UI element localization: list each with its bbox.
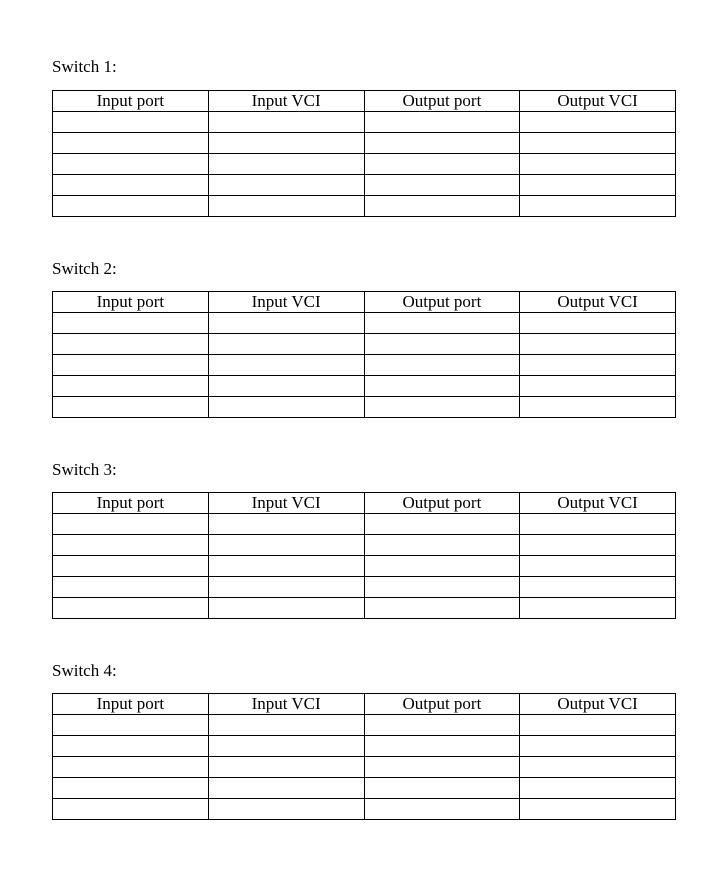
table-cell	[208, 112, 364, 133]
table-row	[53, 598, 676, 619]
table-cell	[364, 355, 520, 376]
table-cell	[364, 112, 520, 133]
table-row	[53, 535, 676, 556]
table-cell	[53, 334, 209, 355]
table-cell	[520, 376, 676, 397]
table-row	[53, 133, 676, 154]
table-cell	[364, 334, 520, 355]
column-header-input-vci: Input VCI	[208, 694, 364, 715]
table-cell	[208, 577, 364, 598]
table-cell	[208, 355, 364, 376]
table-cell	[364, 514, 520, 535]
table-cell	[208, 757, 364, 778]
table-cell	[364, 556, 520, 577]
table-cell	[53, 757, 209, 778]
table-cell	[208, 736, 364, 757]
table-cell	[53, 514, 209, 535]
switch-4-label: Switch 4:	[52, 661, 117, 680]
table-row	[53, 778, 676, 799]
table-header-row	[53, 91, 676, 112]
table-cell	[208, 376, 364, 397]
table-row	[53, 334, 676, 355]
table-cell	[53, 355, 209, 376]
switch-2-label: Switch 2:	[52, 259, 117, 278]
table-cell	[208, 598, 364, 619]
table-cell	[364, 757, 520, 778]
table-cell	[364, 376, 520, 397]
column-header-input-vci: Input VCI	[208, 493, 364, 514]
table-cell	[364, 577, 520, 598]
table-cell	[364, 154, 520, 175]
table-cell	[53, 397, 209, 418]
table-cell	[53, 799, 209, 820]
table-cell	[53, 715, 209, 736]
table-cell	[364, 598, 520, 619]
table-cell	[364, 313, 520, 334]
table-cell	[53, 778, 209, 799]
table-cell	[364, 133, 520, 154]
table-row	[53, 154, 676, 175]
table-cell	[364, 175, 520, 196]
column-header-input-port: Input port	[53, 493, 209, 514]
column-header-output-vci: Output VCI	[520, 694, 676, 715]
table-row	[53, 577, 676, 598]
table-cell	[208, 778, 364, 799]
table-cell	[520, 397, 676, 418]
table-cell	[53, 154, 209, 175]
table-cell	[208, 154, 364, 175]
table-cell	[53, 577, 209, 598]
table-cell	[520, 196, 676, 217]
table-cell	[520, 313, 676, 334]
table-cell	[364, 535, 520, 556]
column-header-output-port: Output port	[364, 91, 520, 112]
column-header-output-vci: Output VCI	[520, 493, 676, 514]
table-cell	[520, 154, 676, 175]
table-row	[53, 556, 676, 577]
table-cell	[53, 376, 209, 397]
table-cell	[208, 556, 364, 577]
table-row	[53, 112, 676, 133]
table-row	[53, 355, 676, 376]
table-row	[53, 715, 676, 736]
table-cell	[364, 736, 520, 757]
table-cell	[520, 736, 676, 757]
table-row	[53, 397, 676, 418]
table-row	[53, 757, 676, 778]
table-cell	[208, 175, 364, 196]
table-cell	[53, 313, 209, 334]
switch-2-table	[52, 291, 676, 418]
column-header-input-port: Input port	[53, 91, 209, 112]
table-cell	[520, 334, 676, 355]
table-cell	[53, 556, 209, 577]
table-cell	[208, 715, 364, 736]
table-row	[53, 376, 676, 397]
table-header-row	[53, 292, 676, 313]
table-cell	[53, 196, 209, 217]
table-header-row	[53, 493, 676, 514]
table-cell	[364, 799, 520, 820]
switch-4-table	[52, 693, 676, 820]
table-cell	[520, 175, 676, 196]
table-row	[53, 313, 676, 334]
table-cell	[208, 514, 364, 535]
table-cell	[520, 715, 676, 736]
table-row	[53, 514, 676, 535]
table-cell	[208, 397, 364, 418]
table-cell	[53, 112, 209, 133]
column-header-output-port: Output port	[364, 292, 520, 313]
table-cell	[520, 133, 676, 154]
column-header-output-port: Output port	[364, 493, 520, 514]
table-row	[53, 799, 676, 820]
table-cell	[520, 778, 676, 799]
switch-3-table	[52, 492, 676, 619]
column-header-output-vci: Output VCI	[520, 292, 676, 313]
table-cell	[208, 133, 364, 154]
table-cell	[208, 313, 364, 334]
table-row	[53, 175, 676, 196]
table-cell	[520, 757, 676, 778]
table-cell	[364, 397, 520, 418]
table-cell	[364, 778, 520, 799]
column-header-output-vci: Output VCI	[520, 91, 676, 112]
table-cell	[364, 715, 520, 736]
table-cell	[53, 736, 209, 757]
table-cell	[520, 598, 676, 619]
table-cell	[520, 112, 676, 133]
column-header-input-port: Input port	[53, 292, 209, 313]
column-header-input-port: Input port	[53, 694, 209, 715]
table-cell	[520, 514, 676, 535]
table-cell	[53, 535, 209, 556]
table-cell	[208, 334, 364, 355]
table-cell	[53, 133, 209, 154]
table-cell	[520, 355, 676, 376]
column-header-input-vci: Input VCI	[208, 91, 364, 112]
switch-1-table	[52, 90, 676, 217]
column-header-output-port: Output port	[364, 694, 520, 715]
table-cell	[53, 175, 209, 196]
table-row	[53, 196, 676, 217]
table-cell	[208, 535, 364, 556]
table-cell	[520, 535, 676, 556]
table-cell	[520, 577, 676, 598]
column-header-input-vci: Input VCI	[208, 292, 364, 313]
switch-1-label: Switch 1:	[52, 57, 117, 76]
table-cell	[208, 799, 364, 820]
table-cell	[364, 196, 520, 217]
table-cell	[520, 556, 676, 577]
table-header-row	[53, 694, 676, 715]
table-cell	[208, 196, 364, 217]
table-row	[53, 736, 676, 757]
table-cell	[53, 598, 209, 619]
table-cell	[520, 799, 676, 820]
switch-3-label: Switch 3:	[52, 460, 117, 479]
